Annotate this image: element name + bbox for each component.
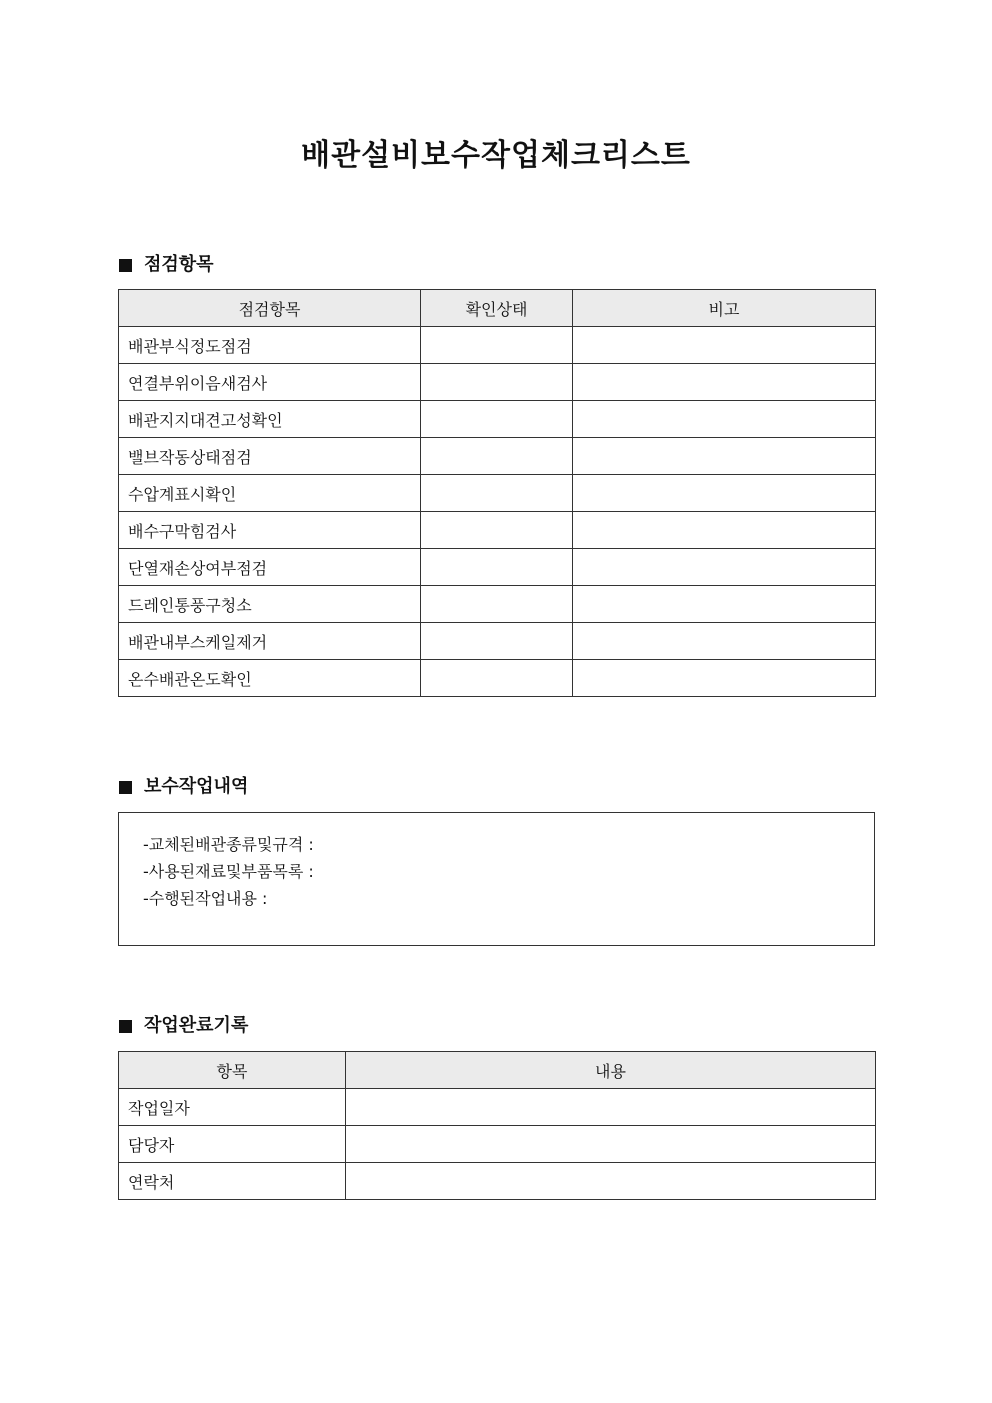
record-value-cell[interactable] [346, 1163, 876, 1200]
record-label: 담당자 [119, 1126, 346, 1163]
remarks-cell[interactable] [573, 586, 876, 623]
square-bullet-icon [119, 1020, 132, 1033]
remarks-cell[interactable] [573, 549, 876, 586]
item-label: 배관내부스케일제거 [119, 623, 421, 660]
status-cell[interactable] [421, 438, 573, 475]
status-cell[interactable] [421, 660, 573, 697]
status-cell[interactable] [421, 512, 573, 549]
record-label: 작업일자 [119, 1089, 346, 1126]
record-value-cell[interactable] [346, 1126, 876, 1163]
item-label: 드레인통풍구청소 [119, 586, 421, 623]
square-bullet-icon [119, 259, 132, 272]
remarks-cell[interactable] [573, 327, 876, 364]
section-heading-inspection [119, 253, 214, 277]
repair-line-replaced-pipe: -교체된배관종류및규격 : [143, 835, 314, 854]
item-label: 단열재손상여부점검 [119, 549, 421, 586]
item-label: 온수배관온도확인 [119, 660, 421, 697]
status-cell[interactable] [421, 549, 573, 586]
repair-line-work-performed: -수행된작업내용 : [143, 889, 268, 908]
table-row [119, 549, 876, 586]
status-cell[interactable] [421, 475, 573, 512]
status-cell[interactable] [421, 401, 573, 438]
table-row [119, 1126, 876, 1163]
table-row [119, 1163, 876, 1200]
table-header-row [119, 290, 876, 327]
record-label: 연락처 [119, 1163, 346, 1200]
item-label: 연결부위이음새검사 [119, 364, 421, 401]
section-heading-label: 보수작업내역 [144, 776, 249, 797]
item-label: 배관부식정도점검 [119, 327, 421, 364]
table-row [119, 364, 876, 401]
column-header-status: 확인상태 [421, 290, 573, 327]
record-value-cell[interactable] [346, 1089, 876, 1126]
remarks-cell[interactable] [573, 623, 876, 660]
repair-details-box[interactable] [118, 812, 875, 946]
table-row [119, 438, 876, 475]
table-row [119, 1089, 876, 1126]
item-label: 배수구막힘검사 [119, 512, 421, 549]
item-label: 배관지지대견고성확인 [119, 401, 421, 438]
completion-table [118, 1051, 876, 1200]
status-cell[interactable] [421, 364, 573, 401]
status-cell[interactable] [421, 586, 573, 623]
column-header-remarks: 비고 [573, 290, 876, 327]
table-row [119, 401, 876, 438]
square-bullet-icon [119, 781, 132, 794]
repair-line-materials: -사용된재료및부품목록 : [143, 862, 314, 881]
column-header-item: 항목 [119, 1052, 346, 1089]
remarks-cell[interactable] [573, 401, 876, 438]
remarks-cell[interactable] [573, 438, 876, 475]
section-heading-completion [119, 1014, 248, 1038]
document-title: 배관설비보수작업체크리스트 [301, 138, 691, 173]
remarks-cell[interactable] [573, 475, 876, 512]
section-heading-label: 작업완료기록 [144, 1015, 249, 1036]
remarks-cell[interactable] [573, 512, 876, 549]
column-header-item: 점검항목 [119, 290, 421, 327]
section-heading-repair [119, 775, 248, 799]
item-label: 수압계표시확인 [119, 475, 421, 512]
remarks-cell[interactable] [573, 364, 876, 401]
table-row [119, 512, 876, 549]
table-header-row [119, 1052, 876, 1089]
remarks-cell[interactable] [573, 660, 876, 697]
item-label: 밸브작동상태점검 [119, 438, 421, 475]
section-heading-label: 점검항목 [144, 254, 214, 275]
status-cell[interactable] [421, 327, 573, 364]
table-row [119, 327, 876, 364]
column-header-content: 내용 [346, 1052, 876, 1089]
status-cell[interactable] [421, 623, 573, 660]
inspection-table [118, 289, 876, 697]
table-row [119, 623, 876, 660]
table-row [119, 586, 876, 623]
table-row [119, 475, 876, 512]
table-row [119, 660, 876, 697]
